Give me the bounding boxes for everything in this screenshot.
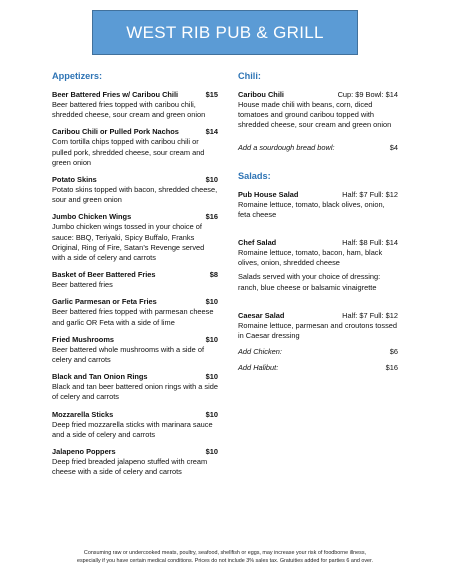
item-name: Jalapeno Poppers bbox=[52, 447, 116, 457]
item-price: $10 bbox=[205, 297, 218, 307]
addon-row bbox=[238, 347, 398, 357]
item-price: $14 bbox=[205, 127, 218, 137]
item-name: Caesar Salad bbox=[238, 310, 285, 320]
item-price: Half: $7 Full: $12 bbox=[342, 310, 398, 320]
item-description: Romaine lettuce, tomato, bacon, ham, black olives, onion, shredded cheese bbox=[238, 248, 383, 268]
item-description: Beer battered fries topped with caribou chili, shredded cheese, sour cream and green onion bbox=[52, 100, 206, 120]
item-price: Half: $7 Full: $12 bbox=[342, 189, 398, 199]
footer-disclaimer bbox=[20, 549, 430, 565]
item-description: Romaine lettuce, parmesan and croutons tossed in Caesar dressing bbox=[238, 320, 397, 341]
salad-item bbox=[238, 311, 398, 373]
item-price: $10 bbox=[205, 334, 218, 344]
salad-item bbox=[238, 190, 398, 220]
item-name: Caribou Chili bbox=[238, 90, 284, 99]
item-description: Black and tan beer battered onion rings with a side of celery and carrots bbox=[52, 382, 218, 402]
menu-item bbox=[52, 447, 218, 477]
chili-heading: Chili: bbox=[238, 71, 261, 81]
item-name: Chef Salad bbox=[238, 238, 277, 248]
addon-row bbox=[238, 363, 398, 373]
item-price: $10 bbox=[205, 447, 218, 457]
footer-line: especially if you have certain medical conditions. Prices do not include 3% sales tax. Gratuities added for parties 6 and over. bbox=[76, 558, 374, 564]
item-description: House made chili with beans, corn, diced tomatoes and ground caribou topped with shredded cheese, sour cream and green onion bbox=[238, 100, 392, 130]
menu-item bbox=[52, 335, 218, 365]
item-description: Beer battered whole mushrooms with a side of celery and carrots bbox=[52, 344, 204, 365]
chili-salads-column bbox=[238, 62, 398, 385]
item-name: Basket of Beer Battered Fries bbox=[52, 270, 156, 280]
item-price: $10 bbox=[205, 175, 218, 185]
restaurant-title-banner bbox=[92, 10, 358, 55]
item-description: Deep fried breaded jalapeno stuffed with cream cheese with a side of celery and carrots bbox=[52, 457, 208, 477]
item-description: Potato skins topped with bacon, shredded cheese, sour and green onion bbox=[52, 185, 218, 205]
item-price: Cup: $9 Bowl: $14 bbox=[337, 90, 398, 99]
addon-label: Add Chicken: bbox=[238, 347, 282, 357]
item-description: Romaine lettuce, tomato, black olives, onion, feta cheese bbox=[238, 199, 385, 219]
item-description: Deep fried mozzarella sticks with marinara sauce and a side of celery and carrots bbox=[52, 419, 213, 439]
menu-item bbox=[52, 127, 218, 168]
menu-item bbox=[52, 297, 218, 327]
item-description: Corn tortilla chips topped with caribou chili or pulled pork, shredded cheese, sour cream and green onion bbox=[52, 137, 205, 167]
item-price: $10 bbox=[205, 372, 218, 382]
item-description: Beer battered fries bbox=[52, 280, 113, 290]
restaurant-title: WEST RIB PUB & GRILL bbox=[126, 22, 324, 42]
addon-price: $4 bbox=[389, 142, 398, 152]
addon-label: Add Halibut: bbox=[238, 363, 279, 373]
salad-item bbox=[238, 238, 398, 293]
menu-item bbox=[52, 270, 218, 290]
item-price: $10 bbox=[205, 409, 218, 419]
appetizers-heading: Appetizers: bbox=[52, 71, 103, 81]
dressing-note: Salads served with your choice of dressing: ranch, blue cheese or balsamic vinaigrette bbox=[238, 272, 381, 292]
footer-line: Consuming raw or undercooked meats, poultry, seafood, shellfish or eggs, may increase your risk of foodborne illness, bbox=[83, 550, 367, 556]
item-name: Jumbo Chicken Wings bbox=[52, 212, 132, 222]
item-description: Jumbo chicken wings tossed in your choice of sauce: BBQ, Teriyaki, Spicy Buffalo, Franks Original, Ring of Fire, Satan’s Revenge served with a side of celery and carrots bbox=[52, 222, 205, 263]
item-price: Half: $8 Full: $14 bbox=[342, 238, 398, 248]
chili-item bbox=[238, 90, 398, 153]
item-name: Caribou Chili or Pulled Pork Nachos bbox=[52, 127, 179, 137]
item-name: Garlic Parmesan or Feta Fries bbox=[52, 297, 157, 307]
salads-heading: Salads: bbox=[238, 170, 271, 181]
menu-item bbox=[52, 410, 218, 440]
addon-price: $16 bbox=[385, 363, 398, 373]
addon-row bbox=[238, 143, 398, 153]
appetizers-column bbox=[52, 62, 218, 484]
menu-item bbox=[52, 90, 218, 120]
item-name: Potato Skins bbox=[52, 175, 97, 185]
item-name: Fried Mushrooms bbox=[52, 334, 115, 344]
item-price: $15 bbox=[205, 90, 218, 99]
item-description: Beer battered fries topped with parmesan cheese and garlic OR Feta with a side of lime bbox=[52, 307, 214, 327]
menu-item bbox=[52, 175, 218, 205]
addon-label: Add a sourdough bread bowl: bbox=[238, 142, 335, 152]
item-name: Beer Battered Fries w/ Caribou Chili bbox=[52, 90, 179, 99]
item-price: $16 bbox=[205, 212, 218, 222]
menu-item bbox=[52, 212, 218, 263]
item-price: $8 bbox=[209, 270, 218, 280]
menu-item bbox=[52, 372, 218, 402]
addon-price: $6 bbox=[389, 347, 398, 357]
item-name: Pub House Salad bbox=[238, 189, 299, 199]
item-name: Mozzarella Sticks bbox=[52, 409, 114, 419]
item-name: Black and Tan Onion Rings bbox=[52, 372, 148, 382]
